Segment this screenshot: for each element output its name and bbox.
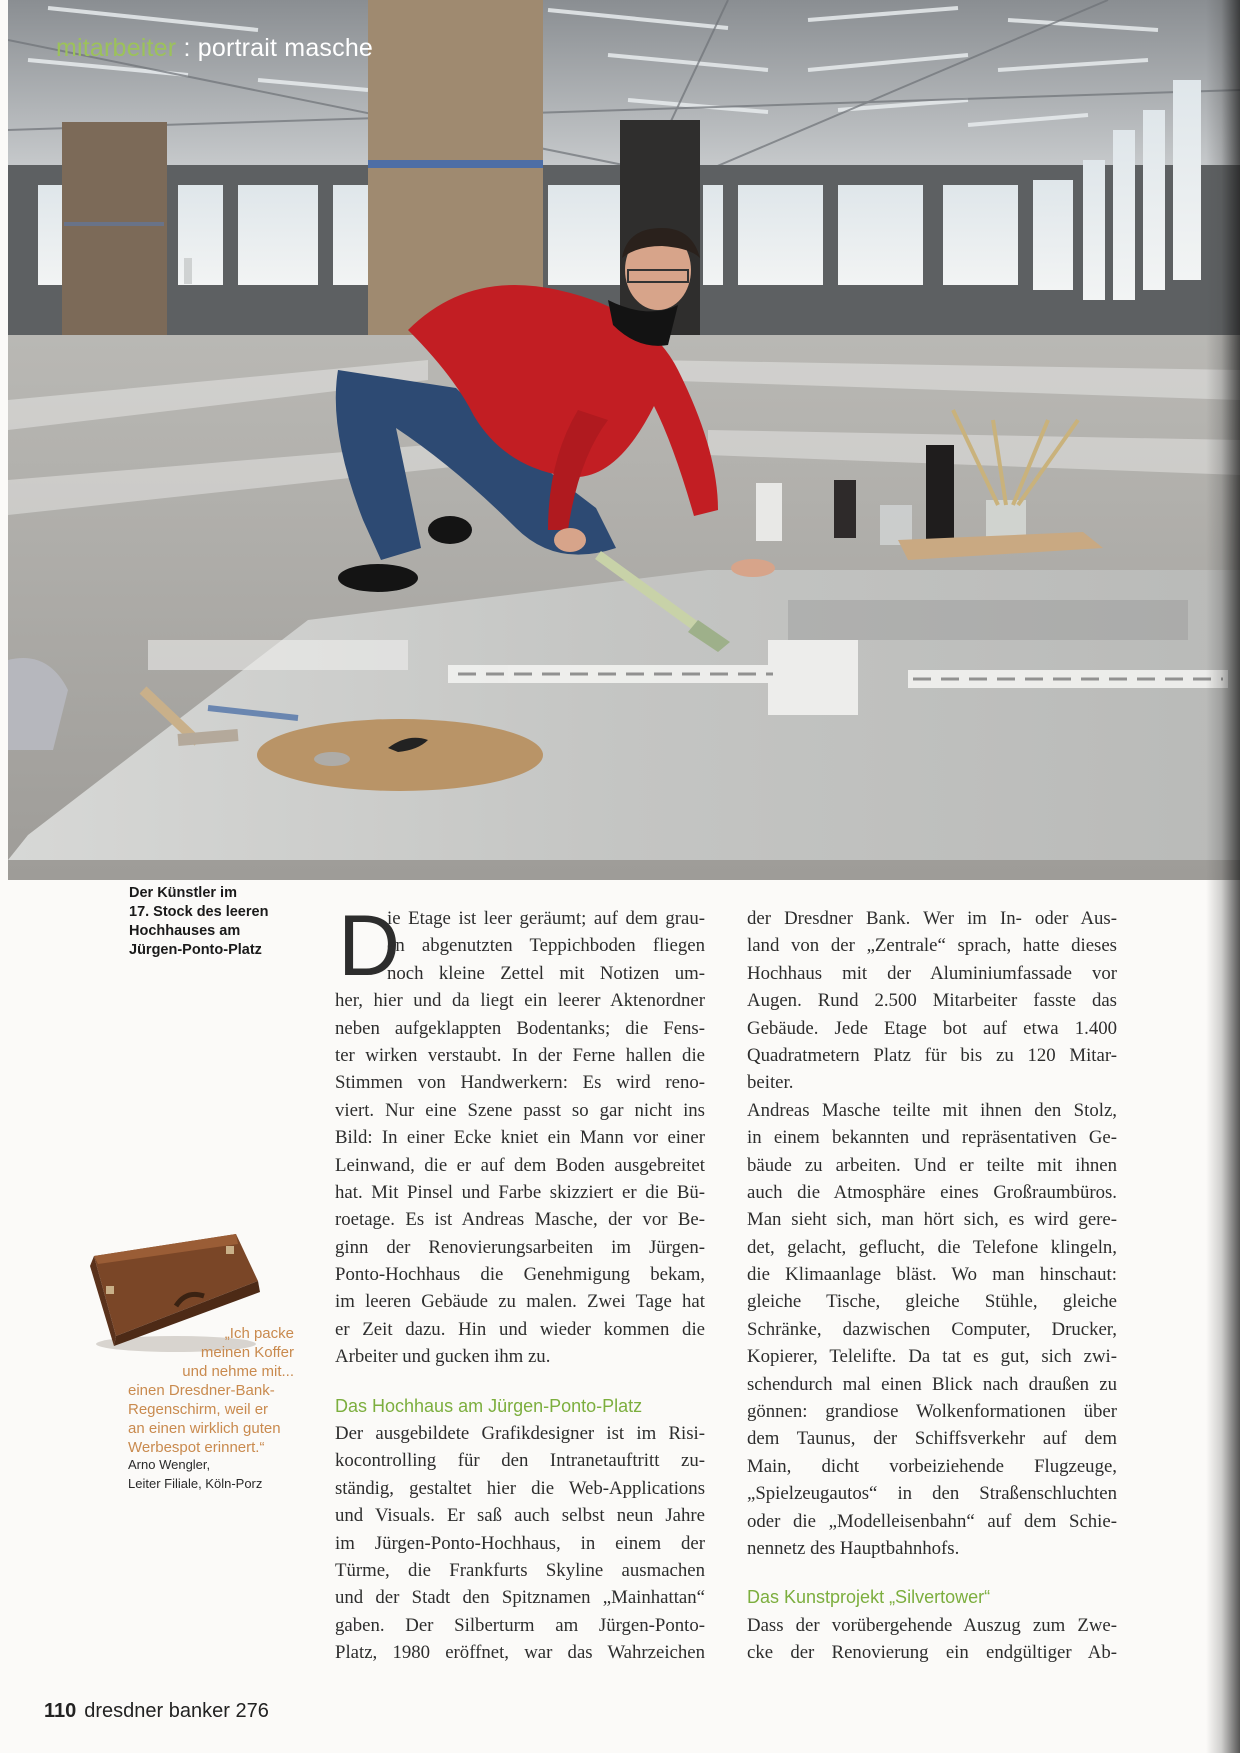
quote-line: „Ich packe [224, 1325, 294, 1342]
text-line: Leinwand, die er auf dem Boden ausgebreitet [335, 1154, 705, 1176]
text-line: auch die Atmosphäre eines Großraumbüros. [747, 1181, 1117, 1203]
text-line: ginn der Renovierungsarbeiten im Jürgen- [335, 1236, 705, 1258]
text-line: viert. Nur eine Szene passt so gar nicht ins [335, 1099, 705, 1121]
text-line: ie Etage ist leer geräumt; auf dem grau- [387, 908, 705, 929]
quote-line: meinen Koffer [200, 1344, 294, 1361]
subheading-hochhaus: Das Hochhaus am Jürgen-Ponto-Platz [335, 1395, 643, 1416]
text-line: Quadratmetern Platz für bis zu 120 Mitar- [747, 1044, 1117, 1066]
hero-photo [8, 0, 1240, 880]
quote-author-name: Arno Wengler, [128, 1457, 211, 1472]
quote-attribution [128, 1456, 262, 1493]
text-line: schendurch mal einen Blick nach draußen zu [747, 1373, 1117, 1395]
text-line: Gebäude. Jede Etage bot auf etwa 1.400 [747, 1017, 1117, 1039]
intro-paragraph [335, 898, 705, 1371]
text-line: Man sieht sich, man hört sich, es wird gere- [747, 1209, 1117, 1231]
text-line: Der ausgebildete Grafikdesigner ist im Risi- [335, 1423, 705, 1445]
text-line: en abgenutzten Teppichboden fliegen [387, 935, 705, 957]
text-line: im leeren Gebäude zu malen. Zwei Tage hat [335, 1291, 705, 1313]
section-tag-separator: : [176, 34, 198, 62]
text-line: hat. Mit Pinsel und Farbe skizziert er die Bü- [335, 1181, 705, 1203]
section-tag-title: portrait masche [197, 34, 374, 62]
text-line: Andreas Masche teilte mit ihnen den Stolz, [747, 1099, 1117, 1121]
text-line: im Jürgen-Ponto-Hochhaus, in einem der [335, 1532, 705, 1554]
text-line: nennetz des Hauptbahnhofs. [747, 1537, 960, 1559]
quote-line: an einen wirklich guten [128, 1420, 281, 1437]
caption-line: 17. Stock des leeren [129, 904, 269, 920]
page-binding-shadow [1206, 0, 1240, 1753]
page-footer [44, 1700, 269, 1723]
pull-quote [118, 1324, 294, 1457]
drop-cap: D [338, 898, 401, 994]
text-line: der Dresdner Bank. Wer im In- oder Aus- [747, 908, 1117, 929]
text-line: kocontrolling für den Intranetauftritt zu- [335, 1450, 705, 1472]
text-line: Main, dicht vorbeiziehende Flugzeuge, [747, 1455, 1117, 1477]
section-paragraph [747, 1612, 1117, 1667]
article-column-1 [335, 898, 705, 1667]
quote-line: und nehme mit... [182, 1363, 294, 1380]
text-line: det, gelacht, geflucht, die Telefone klingeln, [747, 1236, 1117, 1258]
section-tag-category: mitarbeiter [56, 34, 177, 62]
text-line: cke der Renovierung ein endgültiger Ab- [747, 1642, 1117, 1664]
text-line: gönnen: grandiose Wolkenformationen über [747, 1401, 1117, 1423]
text-line: die Klimaanlage bläst. Wo man hinschaut: [747, 1264, 1117, 1286]
text-line: oder die „Modelleisenbahn“ auf dem Schie- [747, 1510, 1117, 1532]
text-line: bäude zu arbeiten. Und er teilte mit ihnen [747, 1154, 1117, 1176]
text-line: neben aufgeklappten Bodentanks; die Fens- [335, 1017, 705, 1039]
section-tag [56, 34, 373, 63]
quote-line: Werbespot erinnert.“ [128, 1439, 265, 1456]
text-line: und der Stadt den Spitznamen „Mainhattan“ [335, 1587, 705, 1609]
text-line: Platz, 1980 eröffnet, war das Wahrzeichen [335, 1642, 705, 1664]
text-line: ständig, gestaltet hier die Web-Applications [335, 1477, 705, 1499]
paragraph [747, 905, 1117, 1097]
text-line: gleiche Tische, gleiche Stühle, gleiche [747, 1291, 1117, 1313]
text-line: ter wirken verstaubt. In der Ferne hallen die [335, 1044, 705, 1066]
quote-author-role: Leiter Filiale, Köln-Porz [128, 1475, 263, 1491]
text-line: Stimmen von Handwerkern: Es wird reno- [335, 1072, 705, 1094]
text-line: Arbeiter und gucken ihm zu. [335, 1346, 551, 1368]
article-column-2 [747, 905, 1117, 1667]
magazine-issue: dresdner banker 276 [84, 1700, 269, 1722]
photo-caption [129, 884, 299, 960]
text-line: Hochhaus mit der Aluminiumfassade vor [747, 962, 1117, 984]
text-line: land von der „Zentrale“ sprach, hatte dieses [747, 935, 1117, 957]
text-line: „Spielzeugautos“ in den Straßenschluchten [747, 1483, 1117, 1505]
text-line: Türme, die Frankfurts Skyline ausmachen [335, 1559, 705, 1581]
page-number: 110 [44, 1700, 77, 1722]
text-line: Schränke, dazwischen Computer, Drucker, [747, 1318, 1117, 1340]
text-line: Ponto-Hochhaus die Genehmigung bekam, [335, 1264, 705, 1286]
text-line: roetage. Es ist Andreas Masche, der vor Be- [335, 1209, 705, 1231]
text-line: beiter. [747, 1072, 794, 1094]
text-line: noch kleine Zettel mit Notizen um- [387, 962, 705, 984]
text-line: gaben. Der Silberturm am Jürgen-Ponto- [335, 1614, 705, 1636]
caption-line: Hochhauses am [129, 923, 241, 939]
text-line: er Zeit dazu. Hin und wieder kommen die [335, 1318, 705, 1340]
text-line: dem Taunus, der Schiffsverkehr auf dem [747, 1428, 1117, 1450]
quote-line: einen Dresdner-Bank- [128, 1382, 275, 1399]
text-line: Augen. Rund 2.500 Mitarbeiter fasste das [747, 990, 1117, 1012]
text-line: Kopierer, Telelifte. Da tat es gut, sich zwi- [747, 1346, 1117, 1368]
quote-line: Regenschirm, weil er [128, 1401, 269, 1418]
paragraph [747, 1097, 1117, 1563]
text-line: in einem bekannten und repräsentativen Ge- [747, 1127, 1117, 1149]
subheading-kunstprojekt: Das Kunstprojekt „Silvertower“ [747, 1587, 991, 1608]
section-paragraph [335, 1420, 705, 1667]
caption-line: Der Künstler im [129, 885, 237, 901]
photo-illustration [8, 0, 1240, 880]
text-line: Bild: In einer Ecke kniet ein Mann vor einer [335, 1127, 705, 1149]
text-line: her, hier und da liegt ein leerer Aktenordner [335, 990, 705, 1012]
text-line: Dass der vorübergehende Auszug zum Zwe- [747, 1614, 1117, 1636]
caption-line: Jürgen-Ponto-Platz [129, 942, 262, 958]
text-line: und Visuals. Er saß auch selbst neun Jahre [335, 1505, 705, 1527]
